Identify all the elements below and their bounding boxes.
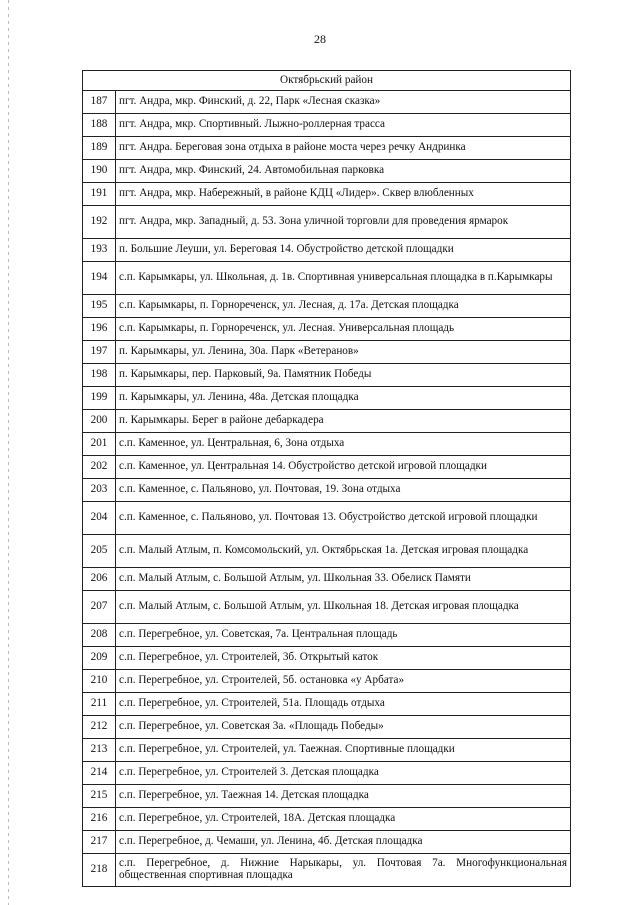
table-row xyxy=(83,364,571,387)
row-location-text: с.п. Карымкары, п. Горнореченск, ул. Лесная. Универсальная площадь xyxy=(116,318,571,341)
row-number: 213 xyxy=(83,739,116,762)
row-number: 208 xyxy=(83,624,116,647)
table-row xyxy=(83,479,571,502)
row-location-text: с.п. Перегребное, д. Чемаши, ул. Ленина, 4б. Детская площадка xyxy=(116,831,571,854)
row-location-text: с.п. Перегребное, ул. Строителей, 51а. Площадь отдыха xyxy=(116,693,571,716)
table-row xyxy=(83,716,571,739)
row-location-text: с.п. Каменное, с. Пальяново, ул. Почтовая, 19. Зона отдыха xyxy=(116,479,571,502)
row-number: 189 xyxy=(83,137,116,160)
table-row xyxy=(83,693,571,716)
table-row xyxy=(83,502,571,535)
row-number: 214 xyxy=(83,762,116,785)
row-location-text: пгт. Андра, мкр. Западный, д. 53. Зона уличной торговли для проведения ярмарок xyxy=(116,206,571,239)
table-row xyxy=(83,808,571,831)
row-location-text: п. Карымкары, ул. Ленина, 30а. Парк «Ветеранов» xyxy=(116,341,571,364)
row-number: 190 xyxy=(83,160,116,183)
row-location-text: пгт. Андра, мкр. Набережный, в районе КДЦ «Лидер». Сквер влюбленных xyxy=(116,183,571,206)
table-row xyxy=(83,341,571,364)
row-location-text: п. Карымкары, пер. Парковый, 9а. Памятник Победы xyxy=(116,364,571,387)
table-row xyxy=(83,591,571,624)
table-row xyxy=(83,91,571,114)
table-row xyxy=(83,262,571,295)
row-number: 197 xyxy=(83,341,116,364)
table-row xyxy=(83,114,571,137)
row-number: 191 xyxy=(83,183,116,206)
row-location-text: пгт. Андра, мкр. Спортивный. Лыжно-роллерная трасса xyxy=(116,114,571,137)
row-number: 217 xyxy=(83,831,116,854)
row-location-text: с.п. Карымкары, п. Горнореченск, ул. Лесная, д. 17а. Детская площадка xyxy=(116,295,571,318)
table-row xyxy=(83,739,571,762)
table-row xyxy=(83,410,571,433)
row-number: 215 xyxy=(83,785,116,808)
page-number: 28 xyxy=(314,32,326,46)
row-number: 202 xyxy=(83,456,116,479)
row-location-text: п. Карымкары, ул. Ленина, 48а. Детская площадка xyxy=(116,387,571,410)
row-location-text: с.п. Перегребное, д. Нижние Нарыкары, ул. Почтовая 7а. Многофункциональная общественная спортивная площадка xyxy=(116,854,571,887)
row-location-text: пгт. Андра, мкр. Финский, 24. Автомобильная парковка xyxy=(116,160,571,183)
row-location-text: с.п. Каменное, с. Пальяново, ул. Почтовая 13. Обустройство детской игровой площадки xyxy=(116,502,571,535)
table-row xyxy=(83,433,571,456)
row-location-text: с.п. Перегребное, ул. Строителей 3. Детская площадка xyxy=(116,762,571,785)
table-row xyxy=(83,456,571,479)
table-row xyxy=(83,785,571,808)
locations-table xyxy=(82,70,571,887)
row-number: 195 xyxy=(83,295,116,318)
row-number: 216 xyxy=(83,808,116,831)
row-number: 207 xyxy=(83,591,116,624)
row-location-text: с.п. Перегребное, ул. Строителей, 3б. Открытый каток xyxy=(116,647,571,670)
row-location-text: с.п. Перегребное, ул. Строителей, ул. Таежная. Спортивные площадки xyxy=(116,739,571,762)
row-location-text: с.п. Каменное, ул. Центральная, 6, Зона отдыха xyxy=(116,433,571,456)
region-title: Октябрьский район xyxy=(83,71,571,91)
row-location-text: с.п. Малый Атлым, п. Комсомольский, ул. Октябрьская 1а. Детская игровая площадка xyxy=(116,535,571,568)
row-location-text: с.п. Каменное, ул. Центральная 14. Обустройство детской игровой площадки xyxy=(116,456,571,479)
row-location-text: п. Большие Леуши, ул. Береговая 14. Обустройство детской площадки xyxy=(116,239,571,262)
table-row xyxy=(83,670,571,693)
row-number: 203 xyxy=(83,479,116,502)
table-row xyxy=(83,387,571,410)
table-row xyxy=(83,624,571,647)
row-number: 201 xyxy=(83,433,116,456)
table-row xyxy=(83,647,571,670)
row-number: 188 xyxy=(83,114,116,137)
row-number: 209 xyxy=(83,647,116,670)
row-location-text: с.п. Перегребное, ул. Советская 3а. «Площадь Победы» xyxy=(116,716,571,739)
row-location-text: с.п. Малый Атлым, с. Большой Атлым, ул. Школьная 18. Детская игровая площадка xyxy=(116,591,571,624)
table-row xyxy=(83,239,571,262)
scan-edge-line xyxy=(8,0,9,905)
table-row xyxy=(83,160,571,183)
row-location-text: с.п. Перегребное, ул. Советская, 7а. Центральная площадь xyxy=(116,624,571,647)
row-number: 200 xyxy=(83,410,116,433)
row-number: 206 xyxy=(83,568,116,591)
row-number: 194 xyxy=(83,262,116,295)
table-row xyxy=(83,568,571,591)
table-row xyxy=(83,854,571,887)
table-row xyxy=(83,318,571,341)
row-number: 218 xyxy=(83,854,116,887)
row-location-text: п. Карымкары. Берег в районе дебаркадера xyxy=(116,410,571,433)
row-number: 210 xyxy=(83,670,116,693)
row-number: 205 xyxy=(83,535,116,568)
row-number: 193 xyxy=(83,239,116,262)
table-row xyxy=(83,206,571,239)
table-row xyxy=(83,183,571,206)
row-location-text: с.п. Перегребное, ул. Таежная 14. Детская площадка xyxy=(116,785,571,808)
row-location-text: с.п. Перегребное, ул. Строителей, 5б. остановка «у Арбата» xyxy=(116,670,571,693)
row-location-text: с.п. Карымкары, ул. Школьная, д. 1в. Спортивная универсальная площадка в п.Карымкары xyxy=(116,262,571,295)
table-row xyxy=(83,295,571,318)
row-number: 196 xyxy=(83,318,116,341)
row-location-text: пгт. Андра. Береговая зона отдыха в районе моста через речку Андринка xyxy=(116,137,571,160)
row-location-text: с.п. Перегребное, ул. Строителей, 18А. Детская площадка xyxy=(116,808,571,831)
row-number: 192 xyxy=(83,206,116,239)
table-row xyxy=(83,762,571,785)
row-number: 187 xyxy=(83,91,116,114)
row-number: 211 xyxy=(83,693,116,716)
table-row xyxy=(83,137,571,160)
table-row xyxy=(83,831,571,854)
table-row xyxy=(83,535,571,568)
row-number: 199 xyxy=(83,387,116,410)
row-number: 198 xyxy=(83,364,116,387)
row-location-text: с.п. Малый Атлым, с. Большой Атлым, ул. Школьная 33. Обелиск Памяти xyxy=(116,568,571,591)
row-number: 212 xyxy=(83,716,116,739)
region-header-row xyxy=(83,71,571,91)
row-location-text: пгт. Андра, мкр. Финский, д. 22, Парк «Лесная сказка» xyxy=(116,91,571,114)
row-number: 204 xyxy=(83,502,116,535)
